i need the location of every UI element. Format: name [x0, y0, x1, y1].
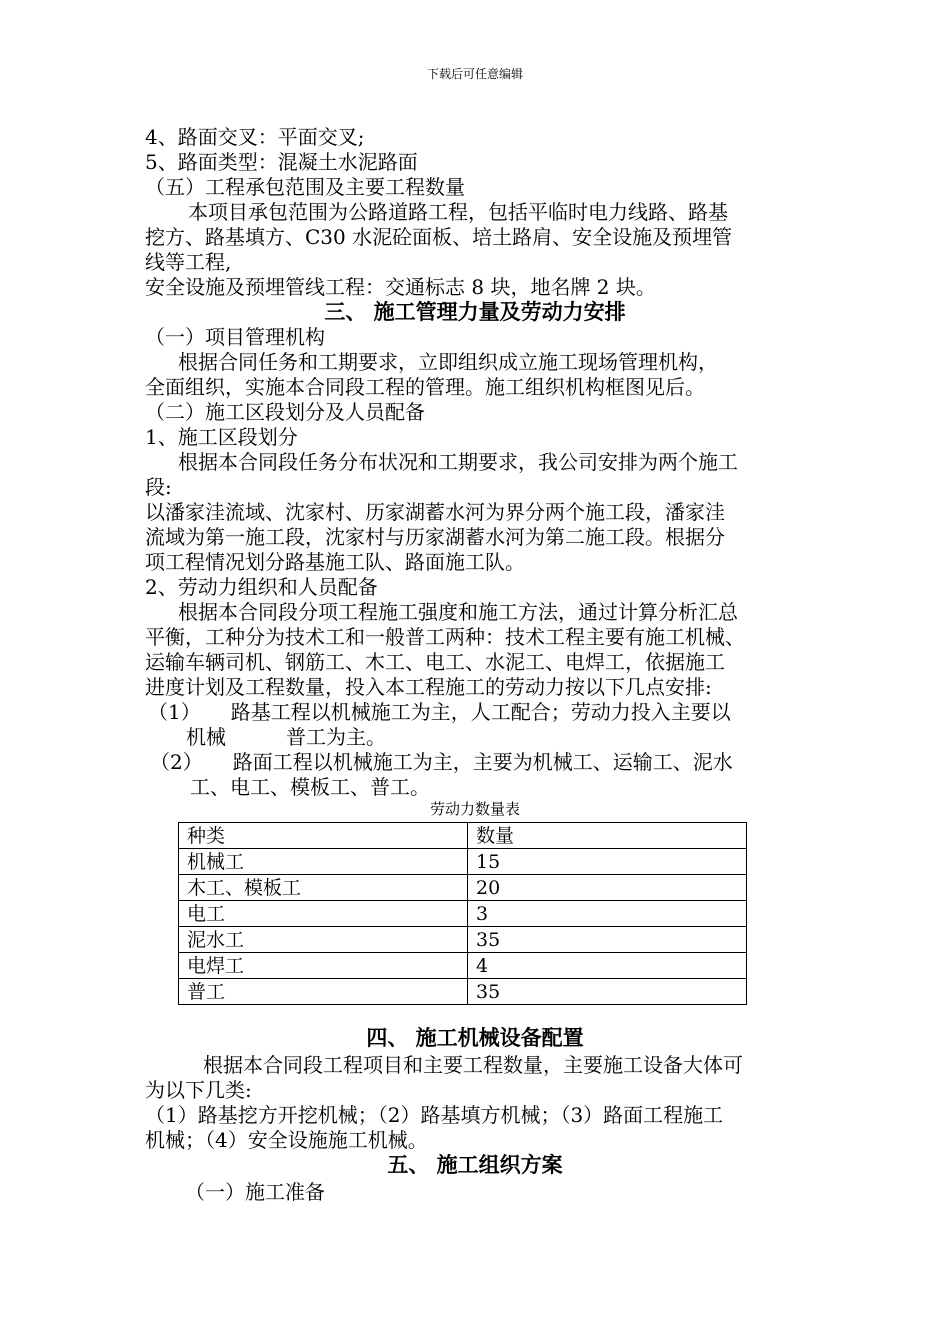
table-cell: 35 [468, 927, 747, 953]
text-line: 根据本合同段分项工程施工强度和施工方法，通过计算分析汇总 [178, 600, 738, 624]
text-line: 流域为第一施工段，沈家村与历家湖蓄水河为第二施工段。根据分 [145, 525, 725, 549]
text-line: 根据合同任务和工期要求，立即组织成立施工现场管理机构， [178, 350, 718, 374]
text-line: 为以下几类: [145, 1078, 252, 1102]
text-line: 根据本合同段工程项目和主要工程数量，主要施工设备大体可 [203, 1053, 743, 1077]
table-header-row [179, 823, 747, 849]
section-heading-4: 四、 施工机械设备配置 [366, 1025, 584, 1050]
table-cell: 普工 [179, 979, 468, 1005]
text-line: 挖方、路基填方、C30 水泥砼面板、培土路肩、安全设施及预埋管 [145, 225, 733, 249]
table-cell: 20 [468, 875, 747, 901]
text-line: 全面组织，实施本合同段工程的管理。施工组织机构框图见后。 [145, 375, 705, 399]
table-cell: 35 [468, 979, 747, 1005]
text-line: 2、劳动力组织和人员配备 [145, 575, 378, 599]
table-row [179, 953, 747, 979]
page-header: 下载后可任意编辑 [426, 67, 523, 81]
text-line: 根据本合同段任务分布状况和工期要求，我公司安排为两个施工 [178, 450, 738, 474]
section-heading-3: 三、 施工管理力量及劳动力安排 [324, 299, 626, 324]
table-row [179, 875, 747, 901]
text-line: 平衡，工种分为技术工和一般普工两种：技术工程主要有施工机械、 [145, 625, 745, 649]
text-line: （一）施工准备 [185, 1180, 325, 1204]
table-cell: 4 [468, 953, 747, 979]
section-heading-5: 五、 施工组织方案 [387, 1152, 563, 1177]
text-line: 线等工程, [145, 250, 232, 274]
table-caption: 劳动力数量表 [429, 800, 520, 818]
text-line: （二）施工区段划分及人员配备 [145, 400, 425, 424]
text-line: （2） 路面工程以机械施工为主，主要为机械工、运输工、泥水 [150, 750, 733, 774]
text-line: （一）项目管理机构 [145, 325, 325, 349]
text-line: 运输车辆司机、钢筋工、木工、电工、水泥工、电焊工，依据施工 [145, 650, 725, 674]
text-line: 机械 普工为主。 [186, 725, 386, 749]
text-line: （五）工程承包范围及主要工程数量 [145, 175, 465, 199]
table-row [179, 901, 747, 927]
text-line: 进度计划及工程数量，投入本工程施工的劳动力按以下几点安排: [145, 675, 712, 699]
table-row [179, 979, 747, 1005]
text-line: 1、施工区段划分 [145, 425, 298, 449]
table-header-cell: 种类 [179, 823, 468, 849]
table-header-cell: 数量 [468, 823, 747, 849]
table-cell: 泥水工 [179, 927, 468, 953]
text-line: 机械；（4）安全设施施工机械。 [145, 1128, 428, 1152]
text-line: 段: [145, 475, 172, 499]
text-line: （1） 路基工程以机械施工为主，人工配合；劳动力投入主要以 [148, 700, 731, 724]
text-line: 5、路面类型：混凝土水泥路面 [145, 150, 418, 174]
table-row [179, 927, 747, 953]
table-cell: 机械工 [179, 849, 468, 875]
labor-table [178, 822, 747, 1005]
table-row [179, 849, 747, 875]
text-line: 安全设施及预埋管线工程：交通标志 8 块，地名牌 2 块。 [145, 275, 656, 299]
table-cell: 3 [468, 901, 747, 927]
table-cell: 电焊工 [179, 953, 468, 979]
text-line: 工、电工、模板工、普工。 [190, 775, 430, 799]
text-line: 4、路面交叉：平面交叉; [145, 125, 365, 149]
table-cell: 电工 [179, 901, 468, 927]
text-line: 项工程情况划分路基施工队、路面施工队。 [145, 550, 525, 574]
table-cell: 15 [468, 849, 747, 875]
text-line: 本项目承包范围为公路道路工程，包括平临时电力线路、路基 [188, 200, 728, 224]
text-line: 以潘家洼流域、沈家村、历家湖蓄水河为界分两个施工段，潘家洼 [145, 500, 725, 524]
text-line: （1）路基挖方开挖机械；（2）路基填方机械；（3）路面工程施工 [145, 1103, 724, 1127]
table-cell: 木工、模板工 [179, 875, 468, 901]
